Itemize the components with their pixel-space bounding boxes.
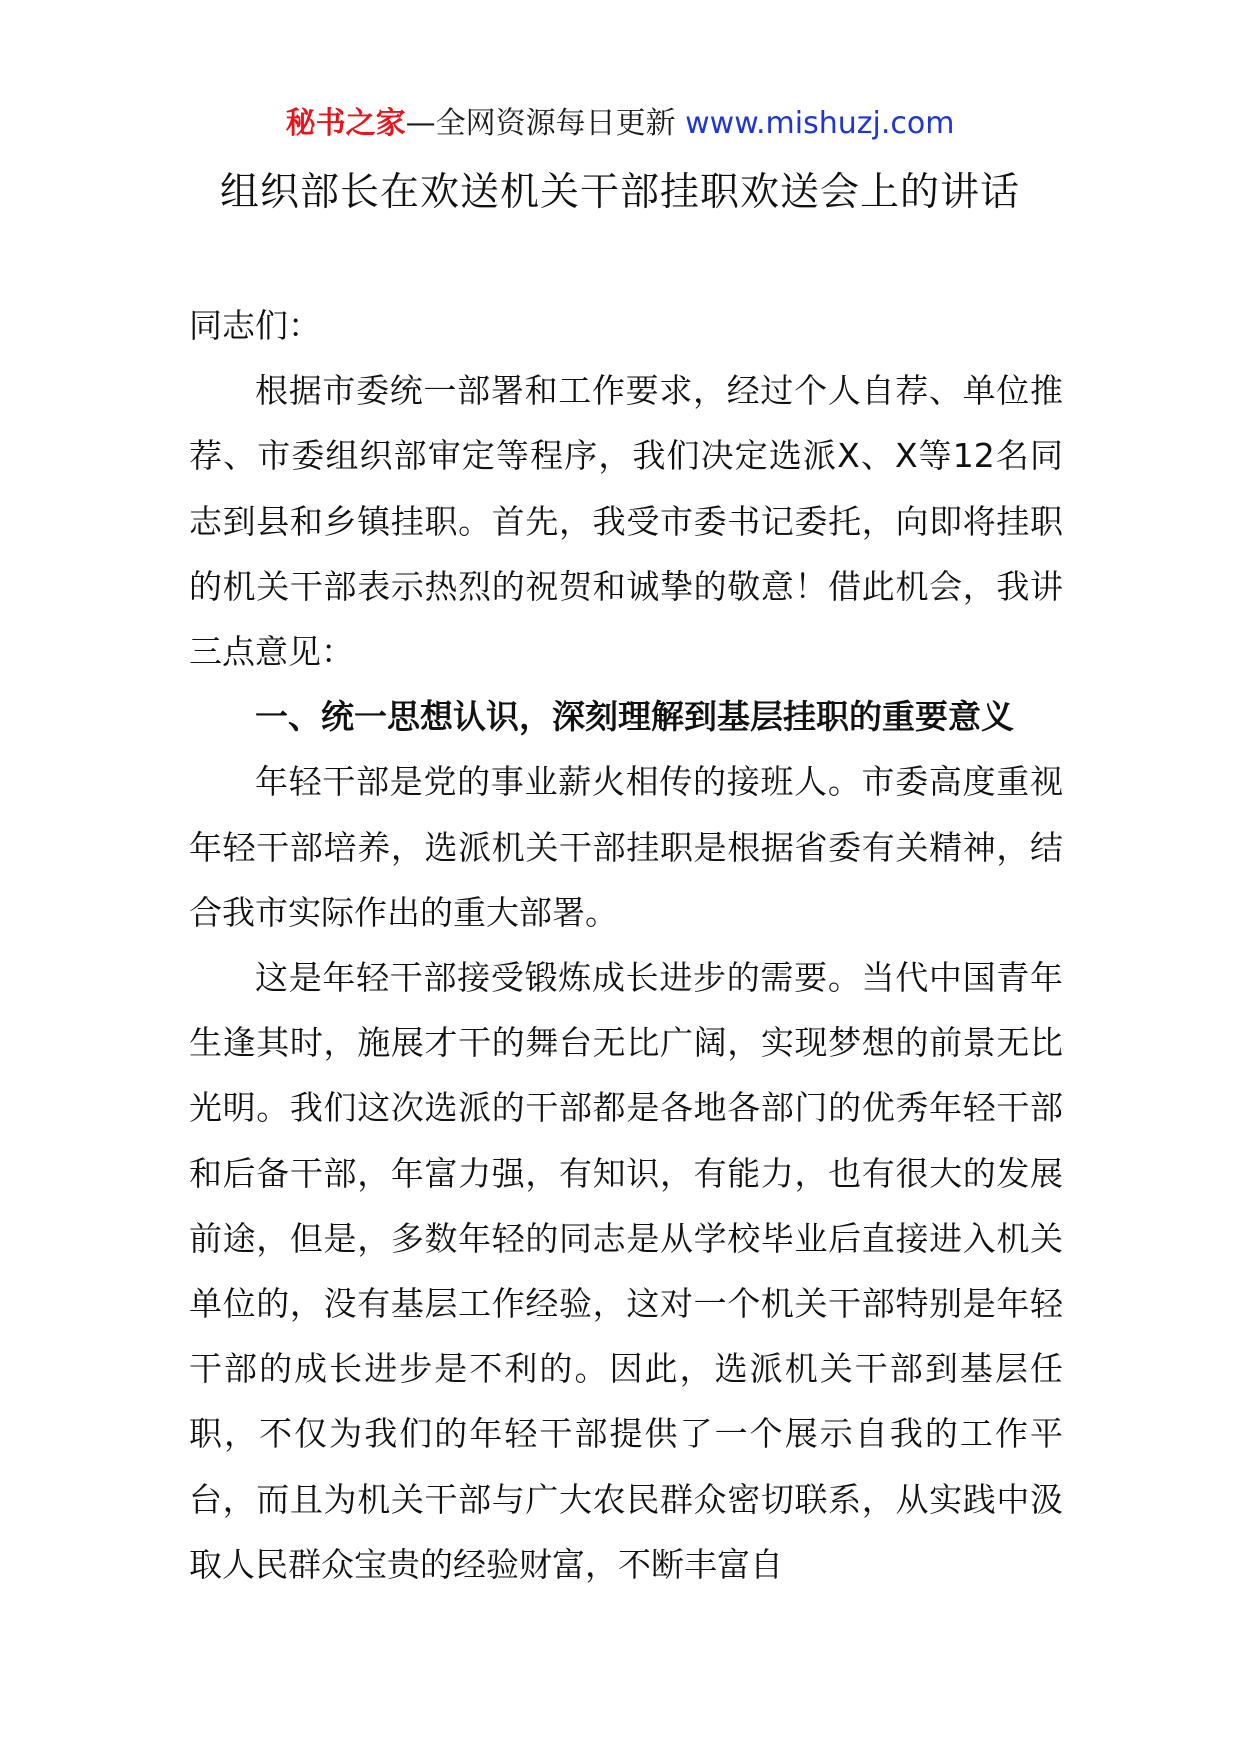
brand-name: 秘书之家 [285,106,406,141]
site-url-link[interactable]: www.mishuzj.com [685,106,955,141]
document-body [189,293,1063,1597]
body-paragraph: 年轻干部是党的事业薪火相传的接班人。市委高度重视年轻干部培养，选派机关干部挂职是根据省委有关精神，结合我市实际作出的重大部署。 [189,762,1063,932]
intro-paragraph: 根据市委统一部署和工作要求，经过个人自荐、单位推荐、市委组织部审定等程序，我们决定选派X、X等12名同志到县和乡镇挂职。首先，我受市委书记委托，向即将挂职的机关干部表示热烈的祝贺和诚挚的敬意！借此机会，我讲三点意见： [189,371,1063,672]
header-banner [0,104,1240,144]
body-paragraph: 这是年轻干部接受锻炼成长进步的需要。当代中国青年生逢其时，施展才干的舞台无比广阔，实现梦想的前景无比光明。我们这次选派的干部都是各地各部门的优秀年轻干部和后备干部，年富力强，有知识，有能力，也有很大的发展前途，但是，多数年轻的同志是从学校毕业后直接进入机关单位的，没有基层工作经验，这对一个机关干部特别是年轻干部的成长进步是不利的。因此，选派机关干部到基层任职，不仅为我们的年轻干部提供了一个展示自我的工作平台，而且为机关干部与广大农民群众密切联系，从实践中汲取人民群众宝贵的经验财富，不断丰富自 [189,958,1063,1584]
salutation: 同志们： [189,306,321,345]
section-heading-1: 一、统一思想认识，深刻理解到基层挂职的重要意义 [255,697,1014,737]
header-tagline: —全网资源每日更新 [405,106,686,141]
document-title: 组织部长在欢送机关干部挂职欢送会上的讲话 [219,170,1020,215]
